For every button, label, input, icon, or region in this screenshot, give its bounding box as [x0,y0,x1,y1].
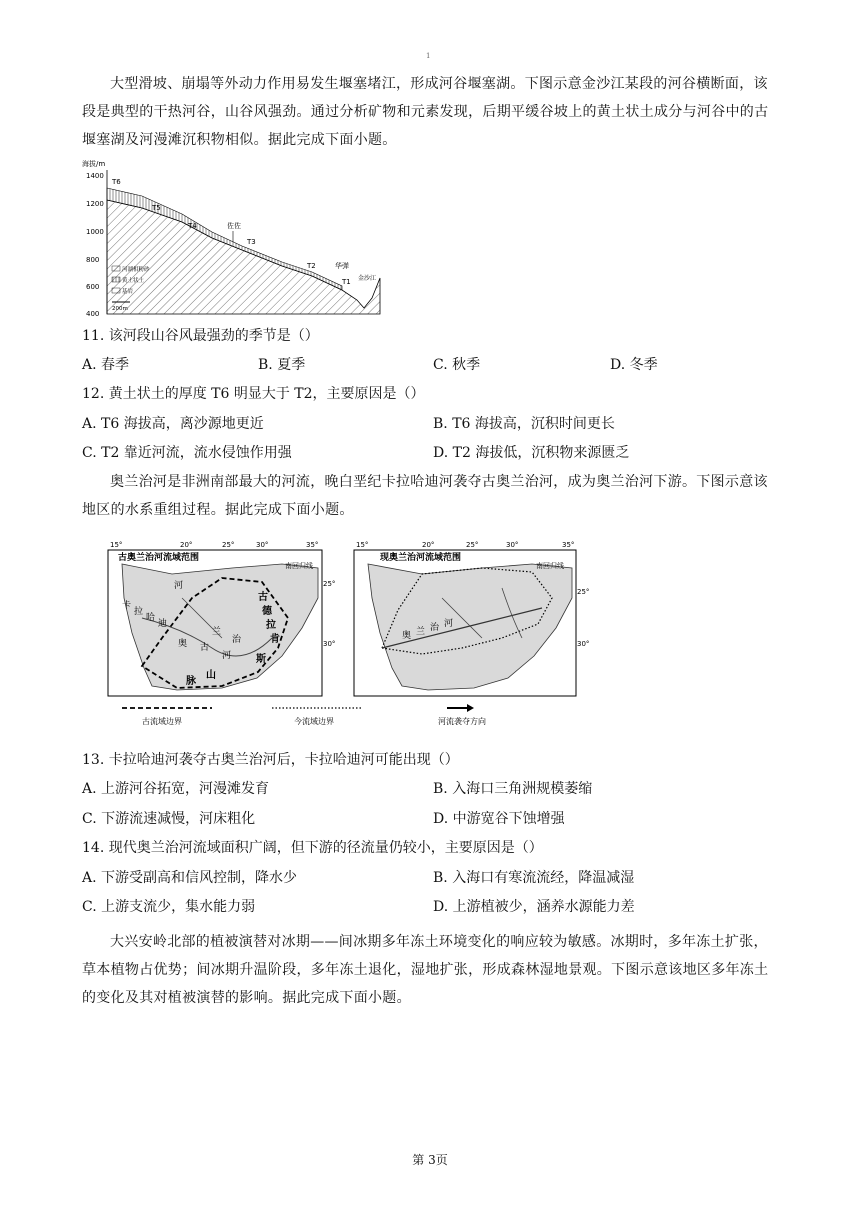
place-label: 佐佐 [227,222,241,230]
q12-stem: 12. 黄土状土的厚度 T6 明显大于 T2，主要原因是（） [82,386,425,402]
q12-option-d[interactable]: D. T2 海拔低，沉积物来源匮乏 [433,445,630,461]
y-tick: 1000 [86,228,104,236]
lon-tick: 35° [562,541,575,549]
y-tick: 400 [86,310,100,318]
map-label: 兰 [416,627,426,637]
y-axis-title: 海拔/m [82,160,106,168]
y-tick: 1400 [86,172,104,180]
legend-label: 河湖相粉砂 [122,267,150,273]
map-label: 兰 [212,627,222,637]
lon-tick: 15° [356,541,369,549]
bedrock [107,200,380,314]
orange-river-maps-figure [82,538,592,740]
tropic-label: 南回归线 [285,562,313,570]
map-label: 古 [258,592,268,603]
legend-swatch [112,277,120,282]
q13-option-b[interactable]: B. 入海口三角洲规模萎缩 [433,781,593,797]
map-label: 拉 [266,620,276,631]
q14-option-b[interactable]: B. 入海口有寒流流经，降温减湿 [433,870,635,886]
page-marker: 1 [426,52,431,60]
ancient-basin-map [108,541,335,696]
q11-option-a[interactable]: A. 春季 [82,357,130,373]
map-label: 古 [200,643,210,653]
terrace-label: T2 [307,262,316,270]
map-label: 河 [444,619,454,629]
passage-1: 大型滑坡、崩塌等外动力作用易发生堰塞堵江，形成河谷堰塞湖。下图示意金沙江某段的河谷横断面，该段是典型的干热河谷，山谷风强劲。通过分析矿物和元素发现，后期平缓谷坡上的黄土状土成分与河谷中的古堰塞湖及河漫滩沉积物相似。据此完成下面小题。 [82,76,769,148]
lon-tick: 30° [506,541,519,549]
terrace-label: T5 [152,204,161,212]
q12-option-a[interactable]: A. T6 海拔高，离沙源地更近 [82,416,264,432]
map-label: 迪 [158,619,168,629]
lat-tick: 25° [323,580,336,588]
map-label: 脉 [186,676,196,687]
legend-label: 黄土状土 [122,278,145,284]
q13-option-a[interactable]: A. 上游河谷拓宽，河漫滩发育 [82,781,270,797]
map-label: 拉 [134,607,144,617]
map-label: 治 [232,635,242,645]
lon-tick: 25° [466,541,479,549]
tropic-label: 南回归线 [536,562,564,570]
legend-label: 基岩 [122,289,134,295]
legend-label: 今流域边界 [294,717,334,726]
terrace-label: T6 [112,178,121,186]
lon-tick: 35° [306,541,319,549]
map-label: 山 [206,670,216,681]
lon-tick: 20° [422,541,435,549]
map-label: 奥 [402,631,412,641]
place-label: 金沙江 [358,275,377,282]
legend-label: 河流袭夺方向 [438,717,486,726]
map-label: 治 [430,623,440,633]
q11-option-c[interactable]: C. 秋季 [433,357,481,373]
lat-tick: 25° [577,588,590,596]
map-title: 现奥兰治河流域范围 [380,553,462,563]
map-label: 奥 [178,639,188,649]
terrace-label: T4 [188,222,197,230]
scale-label: 200m [112,306,128,312]
y-tick: 1200 [86,200,104,208]
q13-stem: 13. 卡拉哈迪河袭夺古奥兰治河后，卡拉哈迪河可能出现（） [82,752,459,768]
valley-cross-section-figure [82,158,382,318]
q13-option-c[interactable]: C. 下游流速减慢，河床粗化 [82,811,256,827]
map-label: 德 [262,606,272,617]
map-label: 斯 [256,654,266,665]
legend-arrow-head-icon [467,704,474,712]
q14-option-d[interactable]: D. 上游植被少，涵养水源能力差 [433,899,635,915]
legend-swatch [112,288,120,293]
modern-basin-map [354,541,589,696]
map-title: 古奥兰治河流域范围 [118,553,200,563]
terrace-label: T3 [247,238,256,246]
q14-stem: 14. 现代奥兰治河流域面积广阔，但下游的径流量仍较小，主要原因是（） [82,840,543,856]
q11-option-d[interactable]: D. 冬季 [610,357,658,373]
lon-tick: 25° [222,541,235,549]
place-label: 华弹 [335,262,349,270]
q12-option-b[interactable]: B. T6 海拔高，沉积时间更长 [433,416,615,432]
legend-swatch [112,266,120,271]
lon-tick: 30° [256,541,269,549]
passage-3: 大兴安岭北部的植被演替对冰期——间冰期多年冻土环境变化的响应较为敏感。冰期时，多年冻土扩张，草本植物占优势；间冰期升温阶段，多年冻土退化，湿地扩张，形成森林湿地景观。下图示意该地区多年冻土的变化及其对植被演替的影响。据此完成下面小题。 [82,934,769,1006]
lon-tick: 20° [180,541,193,549]
passage-2: 奥兰治河是非洲南部最大的河流，晚白垩纪卡拉哈迪河袭夺古奥兰治河，成为奥兰治河下游。下图示意该地区的水系重组过程。据此完成下面小题。 [82,474,768,518]
y-tick: 800 [86,256,100,264]
lat-tick: 30° [577,640,590,648]
map-label: 哈 [146,613,156,623]
map-label: 河 [174,581,184,591]
q14-option-a[interactable]: A. 下游受副高和信风控制，降水少 [82,870,298,886]
q11-option-b[interactable]: B. 夏季 [258,357,306,373]
q13-option-d[interactable]: D. 中游宽谷下蚀增强 [433,811,565,827]
q11-stem: 11. 该河段山谷风最强劲的季节是（） [82,328,319,344]
lon-tick: 15° [110,541,123,549]
map-label: 卡 [122,601,132,611]
q14-option-c[interactable]: C. 上游支流少，集水能力弱 [82,899,256,915]
page-footer: 第 3页 [412,1153,448,1167]
q12-option-c[interactable]: C. T2 靠近河流，流水侵蚀作用强 [82,445,292,461]
legend-label: 古流域边界 [142,717,182,726]
map-label: 肯 [270,634,280,645]
map-label: 河 [222,651,232,661]
y-tick: 600 [86,283,100,291]
terrace-label: T1 [342,278,351,286]
lat-tick: 30° [323,640,336,648]
